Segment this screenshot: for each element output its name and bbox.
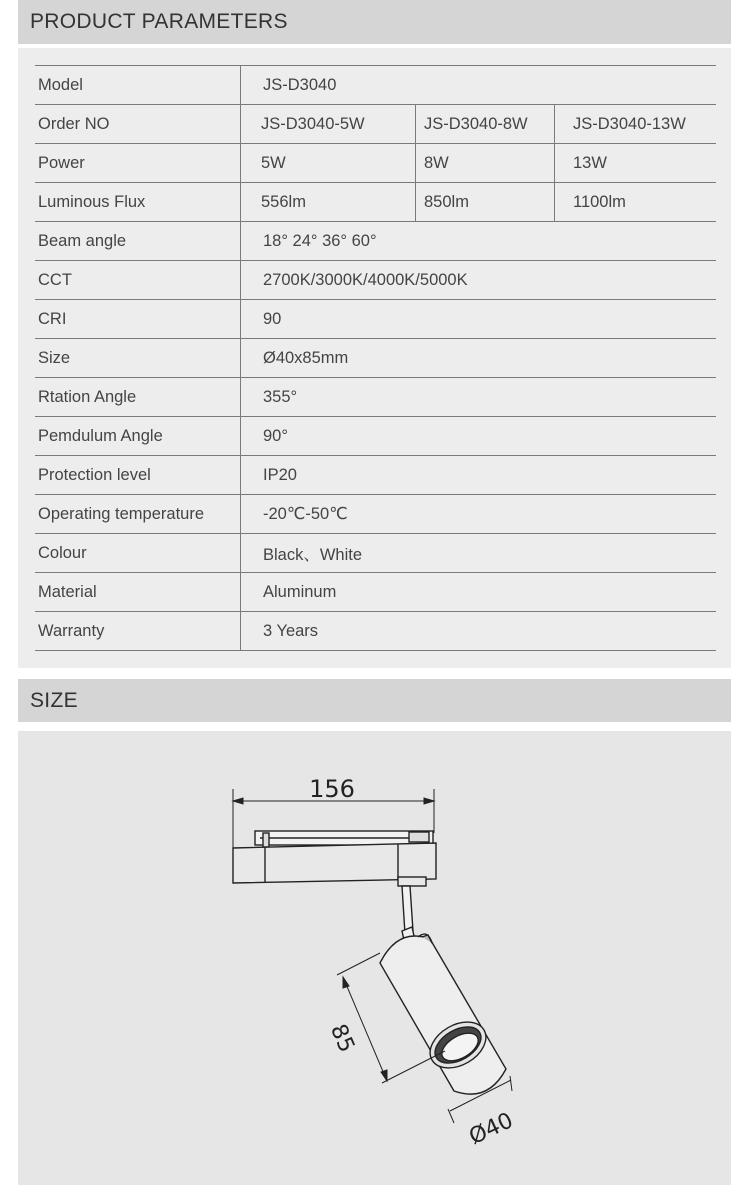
- table-row: [35, 534, 716, 573]
- section-title: SIZE: [30, 688, 78, 712]
- row-label: Size: [35, 339, 241, 378]
- table-row: [35, 261, 716, 300]
- row-value: 8W: [416, 144, 555, 183]
- row-value: 556lm: [241, 183, 416, 222]
- table-row: [35, 222, 716, 261]
- row-value: IP20: [241, 456, 717, 495]
- table-row: [35, 456, 716, 495]
- row-value: 3 Years: [241, 612, 717, 651]
- width-label: 156: [309, 775, 355, 803]
- row-value: 355°: [241, 378, 717, 417]
- table-row: [35, 417, 716, 456]
- table-row: [35, 573, 716, 612]
- row-value: 5W: [241, 144, 416, 183]
- row-label: Operating temperature: [35, 495, 241, 534]
- row-value: 90: [241, 300, 717, 339]
- parameters-panel: [18, 48, 731, 668]
- row-value: Aluminum: [241, 573, 717, 612]
- row-label: Luminous Flux: [35, 183, 241, 222]
- section-header-size: [18, 679, 731, 722]
- table-row: [35, 378, 716, 417]
- table-row: [35, 339, 716, 378]
- row-value: JS-D3040-8W: [416, 105, 555, 144]
- row-label: Pemdulum Angle: [35, 417, 241, 456]
- row-value: JS-D3040-5W: [241, 105, 416, 144]
- table-row: [35, 300, 716, 339]
- section-header-parameters: [18, 0, 731, 44]
- row-value: 18° 24° 36° 60°: [241, 222, 717, 261]
- row-value: -20℃-50℃: [241, 495, 717, 534]
- row-label: Protection level: [35, 456, 241, 495]
- diameter-label: Ø40: [465, 1108, 518, 1151]
- length-label: 85: [325, 1020, 359, 1057]
- section-title: PRODUCT PARAMETERS: [30, 10, 288, 33]
- size-panel: [18, 731, 731, 1185]
- row-value: 1100lm: [555, 183, 717, 222]
- row-value: 850lm: [416, 183, 555, 222]
- row-label: Colour: [35, 534, 241, 573]
- row-label: Model: [35, 66, 241, 105]
- row-value: 2700K/3000K/4000K/5000K: [241, 261, 717, 300]
- row-label: Warranty: [35, 612, 241, 651]
- row-value: 90°: [241, 417, 717, 456]
- row-value: 13W: [555, 144, 717, 183]
- table-row: [35, 66, 716, 105]
- table-row: [35, 612, 716, 651]
- row-value: JS-D3040-13W: [555, 105, 717, 144]
- row-label: Power: [35, 144, 241, 183]
- row-label: Beam angle: [35, 222, 241, 261]
- dimension-drawing: [18, 731, 731, 1185]
- table-row: [35, 183, 716, 222]
- row-value: Ø40x85mm: [241, 339, 717, 378]
- row-value: JS-D3040: [241, 66, 717, 105]
- table-row: [35, 105, 716, 144]
- row-label: Material: [35, 573, 241, 612]
- table-row: [35, 144, 716, 183]
- row-label: CRI: [35, 300, 241, 339]
- row-label: Order NO: [35, 105, 241, 144]
- spec-table: [35, 65, 716, 651]
- table-row: [35, 495, 716, 534]
- row-label: CCT: [35, 261, 241, 300]
- spotlight-body: [380, 934, 506, 1094]
- track-adapter: [233, 831, 436, 886]
- row-value: Black、White: [241, 534, 717, 573]
- row-label: Rtation Angle: [35, 378, 241, 417]
